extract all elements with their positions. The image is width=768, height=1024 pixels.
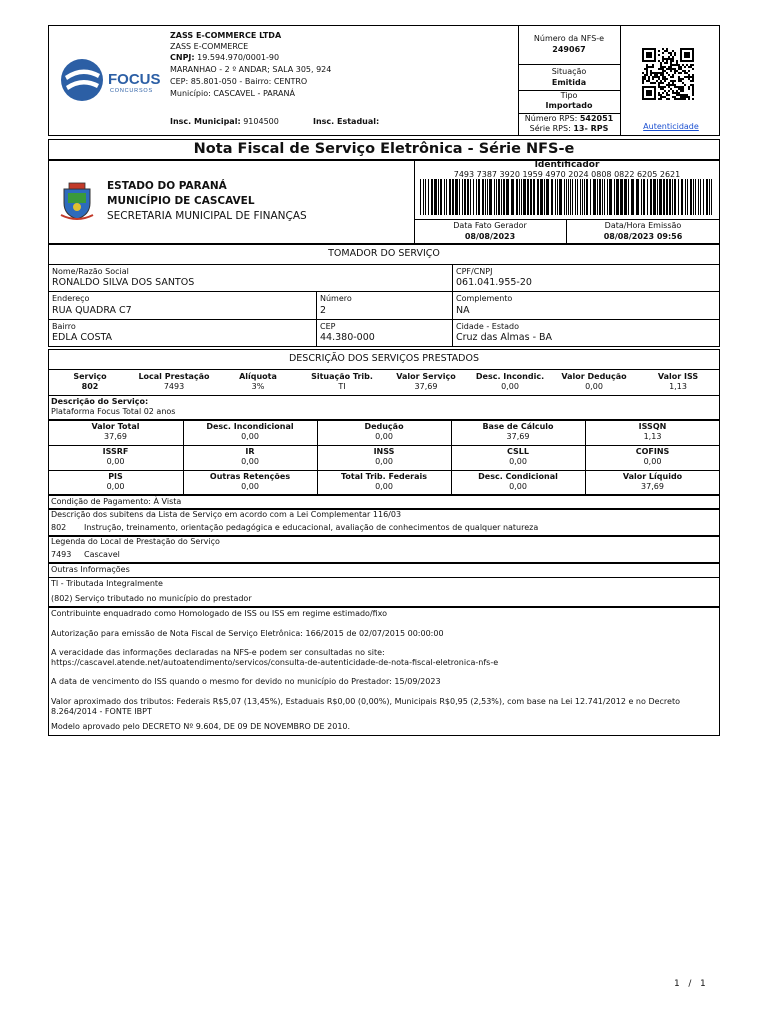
- servico-value-desc: 0,00: [501, 382, 519, 391]
- nfse-number-label: Número da NFS-e: [533, 34, 605, 43]
- total-trib-label: Total Trib. Federais: [340, 472, 428, 481]
- company-address-line2: CEP: 85.801-050 - Bairro: CENTRO: [170, 77, 308, 86]
- csll-label: CSLL: [507, 447, 529, 456]
- local-text: Cascavel: [84, 550, 120, 559]
- outras-retencoes-label: Outras Retenções: [209, 472, 291, 481]
- company-city: Município: CASCAVEL - PARANÁ: [170, 89, 295, 98]
- valor-liquido-value: 37,69: [641, 482, 664, 491]
- cascavel-coat-of-arms: [60, 181, 94, 221]
- total-value: 37,69: [104, 432, 127, 441]
- svg-text:FOCUS: FOCUS: [108, 71, 161, 88]
- company-logo: [58, 56, 168, 102]
- qr-code: [642, 48, 694, 100]
- identificador-label: Identificador: [534, 160, 600, 170]
- company-cnpj: CNPJ: 19.594.970/0001-90: [170, 53, 280, 62]
- cofins-label: COFINS: [635, 447, 670, 456]
- focus-logo-icon: [58, 56, 168, 102]
- page-title: Nota Fiscal de Serviço Eletrônica - Série NFS-e: [193, 141, 575, 157]
- municipio-title: MUNICÍPIO DE CASCAVEL: [107, 195, 255, 207]
- csll-value: 0,00: [509, 457, 527, 466]
- total-trib-value: 0,00: [375, 482, 393, 491]
- numero-value: 2: [320, 305, 327, 316]
- pis-value: 0,00: [106, 482, 125, 491]
- note-tributos-2: 8.264/2014 - FONTE IBPT: [51, 707, 152, 716]
- servico-value-deducao: 0,00: [585, 382, 603, 391]
- inss-label: INSS: [373, 447, 395, 456]
- outras-retencoes-value: 0,00: [241, 482, 259, 491]
- servico-value-valor: 37,69: [414, 382, 438, 391]
- data-fato-label: Data Fato Gerador: [453, 221, 527, 230]
- barcode: [420, 179, 714, 215]
- issqn-value: 1,13: [643, 432, 662, 441]
- situacao-label: Situação: [551, 67, 587, 76]
- endereco-value: RUA QUADRA C7: [52, 305, 132, 316]
- complemento-label: Complemento: [456, 294, 513, 303]
- note-tributos-1: Valor aproximado dos tributos: Federais R$5,07 (13,45%), Estaduais R$0,00 (0,00%), Municipais R$0,95 (2,53%), com base na Lei 12.741/2012 e no Decreto: [51, 697, 680, 706]
- condicao-pagamento: Condição de Pagamento: À Vista: [51, 497, 182, 506]
- cep-label: CEP: [320, 322, 336, 331]
- insc-estadual: Insc. Estadual:: [313, 117, 380, 126]
- note-autorizacao: Autorização para emissão de Nota Fiscal de Serviço Eletrônica: 166/2015 de 02/07/2015 00:00:00: [51, 629, 444, 638]
- cidade-label: Cidade - Estado: [456, 322, 519, 331]
- total-label: Valor Total: [91, 422, 140, 431]
- secretaria-title: SECRETARIA MUNICIPAL DE FINANÇAS: [107, 210, 307, 222]
- base-calculo-label: Base de Cálculo: [482, 422, 554, 431]
- valor-liquido-label: Valor Líquido: [622, 472, 683, 481]
- local-code: 7493: [51, 550, 72, 559]
- trade-name: ZASS E-COMMERCE: [170, 42, 249, 51]
- ir-label: IR: [245, 447, 255, 456]
- servico-header-deducao: Valor Dedução: [561, 372, 627, 381]
- desc-condicional-label: Desc. Condicional: [478, 472, 558, 481]
- deducao-value: 0,00: [375, 432, 393, 441]
- local-label: Legenda do Local de Prestação do Serviço: [51, 537, 220, 546]
- pis-label: PIS: [108, 472, 123, 481]
- outras-info-line1: TI - Tributada Integralmente: [51, 579, 163, 588]
- endereco-label: Endereço: [52, 294, 90, 303]
- tipo-value: Importado: [545, 101, 593, 110]
- identificador-value: 7493 7387 3920 1959 4970 2024 0808 0822 6205 2621: [453, 170, 681, 179]
- desc-incondicional-value: 0,00: [241, 432, 259, 441]
- outras-info-label: Outras Informações: [51, 565, 130, 574]
- cpf-label: CPF/CNPJ: [456, 267, 493, 276]
- servico-value-situacao: TI: [338, 382, 346, 391]
- barcode-icon: [420, 179, 714, 215]
- subitens-code: 802: [51, 523, 67, 532]
- servico-value-local: 7493: [163, 382, 185, 391]
- company-address-line1: MARANHAO - 2 º ANDAR; SALA 305, 924: [170, 65, 332, 74]
- numero-label: Número: [320, 294, 352, 303]
- data-emissao-label: Data/Hora Emissão: [604, 221, 682, 230]
- descricao-label: Descrição do Serviço:: [51, 397, 149, 406]
- servico-header-local: Local Prestação: [138, 372, 210, 381]
- servico-header-aliquota: Alíquota: [239, 372, 277, 381]
- servicos-section-title: DESCRIÇÃO DOS SERVIÇOS PRESTADOS: [288, 353, 479, 364]
- situacao-value: Emitida: [551, 78, 587, 87]
- cep-value: 44.380-000: [320, 332, 375, 343]
- data-emissao-value: 08/08/2023 09:56: [603, 232, 683, 241]
- issrf-label: ISSRF: [102, 447, 129, 456]
- tomador-box: [48, 244, 720, 347]
- note-veracidade: A veracidade das informações declaradas na NFS-e podem ser consultadas no site:: [51, 648, 385, 657]
- cofins-value: 0,00: [643, 457, 662, 466]
- tipo-label: Tipo: [560, 91, 578, 100]
- servico-header-iss: Valor ISS: [657, 372, 699, 381]
- desc-condicional-value: 0,00: [509, 482, 527, 491]
- base-calculo-value: 37,69: [506, 432, 530, 441]
- estado-title: ESTADO DO PARANÁ: [107, 180, 227, 192]
- page-number: 1 / 1: [674, 979, 706, 989]
- rps-serie: Série RPS: 13- RPS: [529, 124, 609, 133]
- note-vencimento: A data de vencimento do ISS quando o mesmo for devido no município do Prestador: 15/09/2023: [51, 677, 441, 686]
- svg-text:CONCURSOS: CONCURSOS: [110, 88, 153, 94]
- servico-value-servico: 802: [81, 382, 99, 391]
- ir-value: 0,00: [241, 457, 259, 466]
- note-contribuinte: Contribuinte enquadrado como Homologado de ISS ou ISS em regime estimado/fixo: [51, 609, 388, 618]
- notes-box: [48, 607, 720, 736]
- coat-of-arms-icon: [60, 181, 94, 221]
- subitens-text: Instrução, treinamento, orientação pedagógica e educacional, avaliação de conhecimentos de qualquer natureza: [84, 523, 539, 532]
- desc-incondicional-label: Desc. Incondicional: [206, 422, 294, 431]
- servico-value-iss: 1,13: [669, 382, 687, 391]
- outras-info-line2: (802) Serviço tributado no município do prestador: [51, 594, 252, 603]
- descricao-value: Plataforma Focus Total 02 anos: [51, 407, 176, 416]
- autenticidade-link[interactable]: Autenticidade: [643, 122, 699, 131]
- servico-header-valor: Valor Serviço: [396, 372, 456, 381]
- inss-value: 0,00: [375, 457, 393, 466]
- nome-label: Nome/Razão Social: [52, 267, 129, 276]
- bairro-label: Bairro: [52, 322, 76, 331]
- rps-number: Número RPS: 542051: [524, 114, 614, 123]
- cidade-value: Cruz das Almas - BA: [456, 332, 553, 343]
- servico-value-aliquota: 3%: [251, 382, 265, 391]
- cpf-value: 061.041.955-20: [456, 277, 532, 288]
- tomador-section-title: TOMADOR DO SERVIÇO: [328, 248, 440, 259]
- issrf-value: 0,00: [106, 457, 125, 466]
- servico-header-desc: Desc. Incondic.: [475, 372, 545, 381]
- complemento-value: NA: [456, 305, 470, 316]
- deducao-label: Dedução: [364, 422, 404, 431]
- company-name: ZASS E-COMMERCE LTDA: [170, 31, 282, 40]
- nfse-number: 249067: [552, 45, 586, 54]
- servico-header-situacao: Situação Trib.: [311, 372, 373, 381]
- qr-code-icon: [642, 48, 694, 100]
- note-modelo: Modelo aprovado pelo DECRETO Nº 9.604, DE 09 DE NOVEMBRO DE 2010.: [51, 722, 351, 731]
- data-fato-value: 08/08/2023: [464, 232, 516, 241]
- nome-value: RONALDO SILVA DOS SANTOS: [52, 277, 195, 288]
- subitens-label: Descrição dos subitens da Lista de Serviço em acordo com a Lei Complementar 116/03: [51, 510, 402, 519]
- servico-header-servico: Serviço: [73, 372, 107, 381]
- issqn-label: ISSQN: [638, 422, 667, 431]
- note-url: https://cascavel.atende.net/autoatendimento/servicos/consulta-de-autenticidade-de-nota-fiscal-eletronica-nfs-e: [51, 658, 499, 667]
- insc-municipal: Insc. Municipal: 9104500: [170, 117, 279, 126]
- bairro-value: EDLA COSTA: [52, 332, 113, 343]
